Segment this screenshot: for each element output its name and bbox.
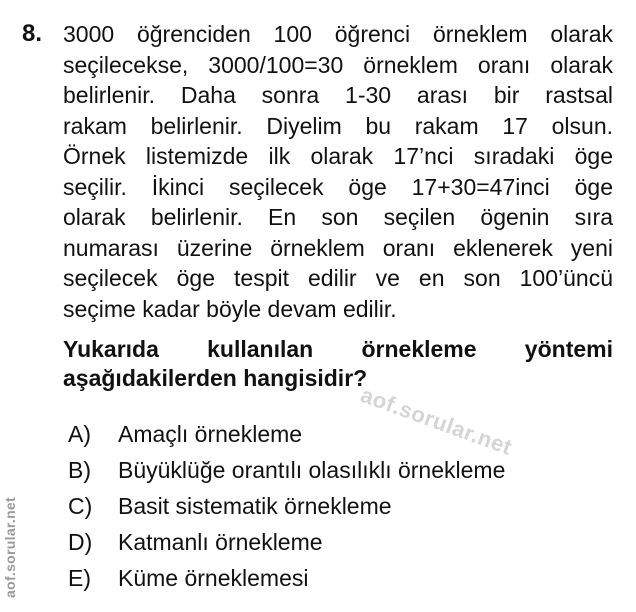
question-number: 8. xyxy=(22,20,43,47)
question-body-line: 3000 öğrenciden 100 öğrenci örneklem olarak xyxy=(63,21,613,47)
question-body-line: numarası üzerine örneklem oranı eklenerek yeni xyxy=(63,234,613,261)
option-text: Küme örneklemesi xyxy=(118,565,309,591)
option-letter: E) xyxy=(68,565,91,591)
question-prompt-line: Yukarıda kullanılan örnekleme yöntemi xyxy=(63,336,613,362)
option-text: Büyüklüğe orantılı olasılıklı örnekleme xyxy=(118,457,506,483)
option-letter: B) xyxy=(68,457,91,483)
answer-options xyxy=(68,416,505,596)
option-e[interactable] xyxy=(68,560,505,596)
option-b[interactable] xyxy=(68,452,505,488)
question-body-line: olarak belirlenir. En son seçilen ögenin sıra xyxy=(63,204,613,230)
option-letter: C) xyxy=(68,493,93,519)
option-d[interactable] xyxy=(68,524,505,560)
question-prompt-line: aşağıdakilerden hangisidir? xyxy=(63,365,368,391)
option-letter: A) xyxy=(68,421,91,447)
question-body-line: seçilecek öge tespit edilir ve en son 100’üncü xyxy=(63,265,613,291)
option-text: Katmanlı örnekleme xyxy=(118,529,323,555)
question-body xyxy=(63,19,613,324)
option-letter: D) xyxy=(68,529,93,555)
option-text: Amaçlı örnekleme xyxy=(118,421,303,447)
question-body-line: Örnek listemizde ilk olarak 17’nci sıradaki öge xyxy=(63,143,613,169)
option-text: Basit sistematik örnekleme xyxy=(118,493,392,519)
watermark-side: aof.sorular.net xyxy=(2,497,18,598)
question-body-line: seçilir. İkinci seçilecek öge 17+30=47inci öge xyxy=(63,173,613,200)
question-body-line: seçime kadar böyle devam edilir. xyxy=(63,295,397,322)
watermark-diagonal: aof.sorular.net xyxy=(357,382,516,460)
option-c[interactable] xyxy=(68,488,505,524)
question-prompt xyxy=(63,335,613,393)
option-a[interactable] xyxy=(68,416,505,452)
question-body-line: rakam belirlenir. Diyelim bu rakam 17 olsun. xyxy=(63,112,613,139)
question-body-line: seçilecekse, 3000/100=30 örneklem oranı olarak xyxy=(63,51,613,78)
question-body-line: belirlenir. Daha sonra 1-30 arası bir rastsal xyxy=(63,82,613,108)
